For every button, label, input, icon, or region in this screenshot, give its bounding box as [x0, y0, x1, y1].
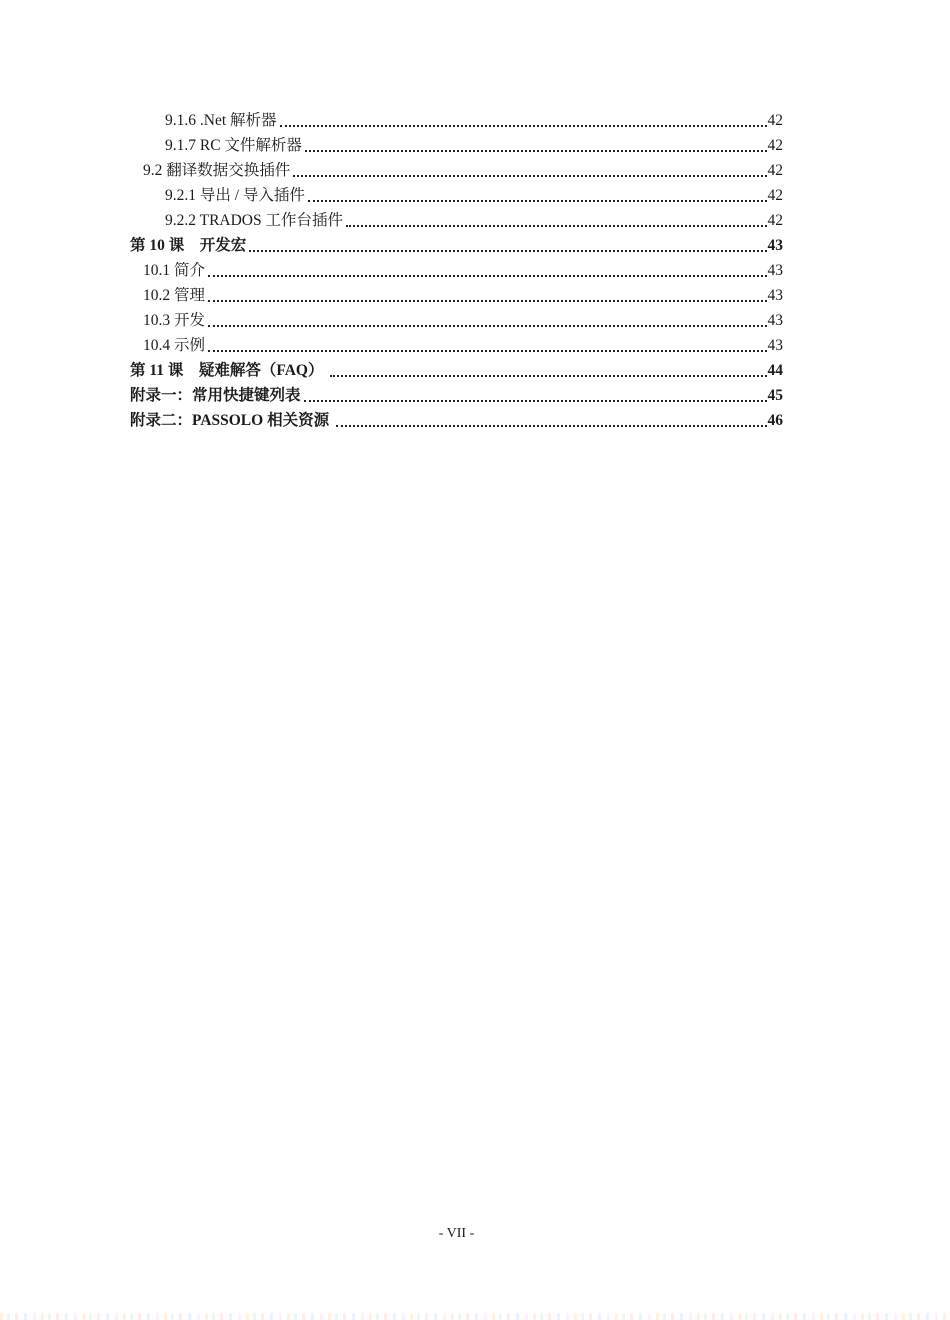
toc-entry[interactable]	[130, 358, 783, 383]
toc-entry[interactable]	[130, 158, 783, 183]
toc-entry-label: 10.4 示例	[143, 337, 206, 354]
toc-dot-leader	[208, 300, 766, 302]
toc-dot-leader	[280, 125, 767, 127]
toc-entry-label: 9.1.6 .Net 解析器	[165, 112, 277, 129]
toc-entry[interactable]	[130, 283, 783, 308]
toc-dot-leader	[330, 375, 766, 377]
toc-dot-leader	[293, 175, 766, 177]
toc-entry-page-number: 43	[767, 237, 783, 254]
toc-entry[interactable]	[130, 133, 783, 158]
toc-entry[interactable]	[130, 208, 783, 233]
toc-entry-page-number: 43	[767, 287, 783, 304]
toc-entry-page-number: 46	[767, 412, 783, 429]
toc-dot-leader	[249, 250, 766, 252]
toc-entry-label: 9.2.2 TRADOS 工作台插件	[165, 212, 343, 229]
toc-dot-leader	[208, 325, 766, 327]
toc-entry-label: 9.1.7 RC 文件解析器	[165, 137, 302, 154]
toc-entry[interactable]	[130, 233, 783, 258]
toc-entry-label: 9.2 翻译数据交换插件	[143, 162, 291, 179]
toc-entry-label: 附录一：常用快捷键列表	[130, 387, 301, 404]
toc-dot-leader	[208, 350, 766, 352]
toc-entry-label: 第 10 课 开发宏	[130, 237, 247, 254]
toc-dot-leader	[346, 225, 767, 227]
toc-entry[interactable]	[130, 383, 783, 408]
toc-entry-label: 10.2 管理	[143, 287, 206, 304]
toc-entry-page-number: 43	[767, 262, 783, 279]
toc-entry-label: 附录二：PASSOLO 相关资源	[130, 412, 333, 429]
toc-dot-leader	[308, 200, 767, 202]
toc-entry-label: 10.1 简介	[143, 262, 206, 279]
toc-entry-page-number: 42	[767, 162, 783, 179]
toc-dot-leader	[304, 400, 767, 402]
toc-entry-page-number: 42	[767, 137, 783, 154]
toc-entry[interactable]	[130, 258, 783, 283]
toc-entry-page-number: 43	[767, 337, 783, 354]
toc-entry-label: 10.3 开发	[143, 312, 206, 329]
toc-entry-page-number: 44	[767, 362, 783, 379]
toc-entry-page-number: 43	[767, 312, 783, 329]
toc-entry-label: 第 11 课 疑难解答（FAQ）	[130, 362, 328, 379]
table-of-contents	[130, 108, 783, 433]
toc-entry[interactable]	[130, 108, 783, 133]
toc-entry-page-number: 42	[767, 112, 783, 129]
page-bottom-artifact	[0, 1313, 950, 1320]
page-number-footer: - VII -	[438, 1226, 475, 1241]
toc-entry[interactable]	[130, 308, 783, 333]
toc-entry-page-number: 42	[767, 187, 783, 204]
toc-entry[interactable]	[130, 408, 783, 433]
toc-entry-page-number: 45	[767, 387, 783, 404]
toc-dot-leader	[305, 150, 767, 152]
toc-entry-page-number: 42	[767, 212, 783, 229]
toc-entry[interactable]	[130, 183, 783, 208]
toc-entry[interactable]	[130, 333, 783, 358]
toc-entry-label: 9.2.1 导出 / 导入插件	[165, 187, 305, 204]
toc-dot-leader	[336, 425, 767, 427]
toc-dot-leader	[208, 275, 766, 277]
